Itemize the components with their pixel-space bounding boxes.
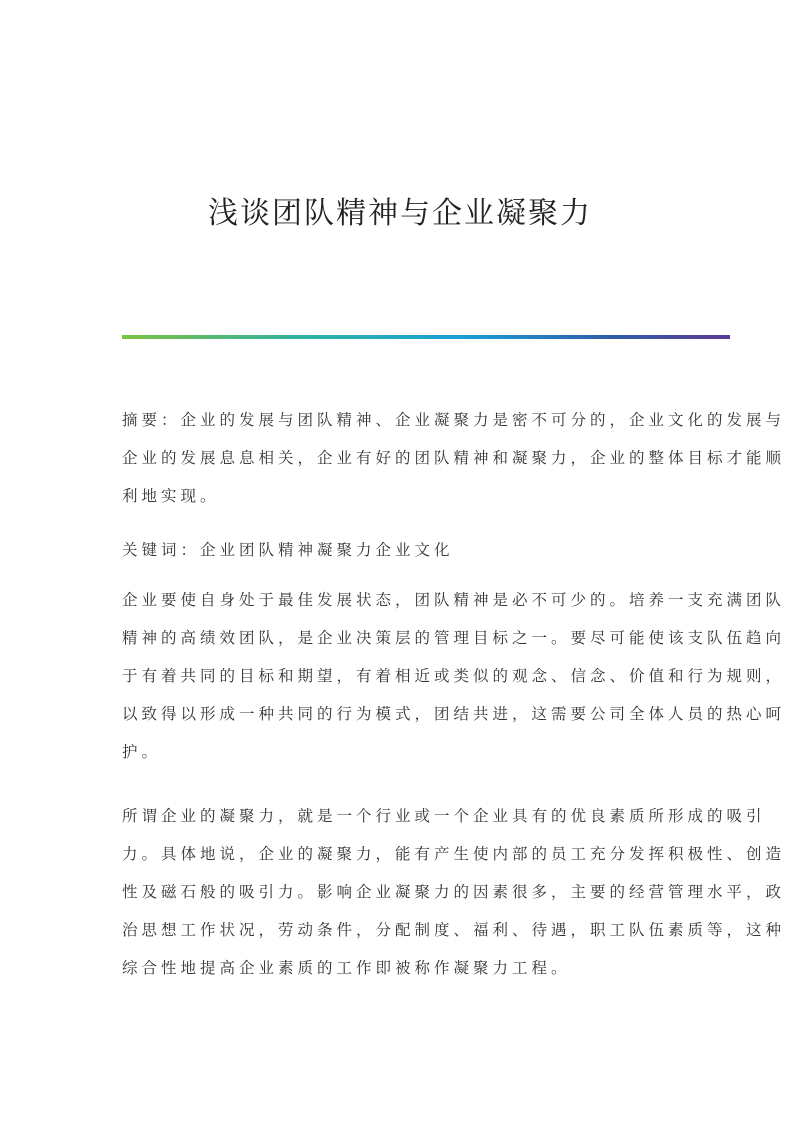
abstract-line: 企业的发展息息相关，企业有好的团队精神和凝聚力，企业的整体目标才能顺 (122, 449, 786, 467)
title-divider (122, 335, 730, 339)
paragraph-line: 护。 (122, 743, 162, 761)
paragraph-line: 于有着共同的目标和期望，有着相近或类似的观念、信念、价值和行为规则， (122, 667, 786, 685)
paragraph-line: 性及磁石般的吸引力。影响企业凝聚力的因素很多，主要的经营管理水平，政 (122, 883, 786, 901)
paragraph-line: 所谓企业的凝聚力，就是一个行业或一个企业具有的优良素质所形成的吸引 (122, 807, 766, 825)
abstract-line: 摘要：企业的发展与团队精神、企业凝聚力是密不可分的，企业文化的发展与 (122, 411, 786, 429)
paragraph-line: 精神的高绩效团队，是企业决策层的管理目标之一。要尽可能使该支队伍趋向 (122, 629, 786, 647)
document-title: 浅谈团队精神与企业凝聚力 (208, 196, 592, 231)
paragraph-line: 综合性地提高企业素质的工作即被称作凝聚力工程。 (122, 959, 571, 977)
paragraph-line: 企业要使自身处于最佳发展状态，团队精神是必不可少的。培养一支充满团队 (122, 591, 786, 609)
paragraph-line: 以致得以形成一种共同的行为模式，团结共进，这需要公司全体人员的热心呵 (122, 705, 786, 723)
abstract-line: 利地实现。 (122, 487, 220, 505)
keywords: 关键词：企业团队精神凝聚力企业文化 (122, 541, 454, 559)
paragraph-line: 治思想工作状况，劳动条件，分配制度、福利、待遇，职工队伍素质等，这种 (122, 921, 786, 939)
paragraph-line: 力。具体地说，企业的凝聚力，能有产生使内部的员工充分发挥积极性、创造 (122, 845, 786, 863)
